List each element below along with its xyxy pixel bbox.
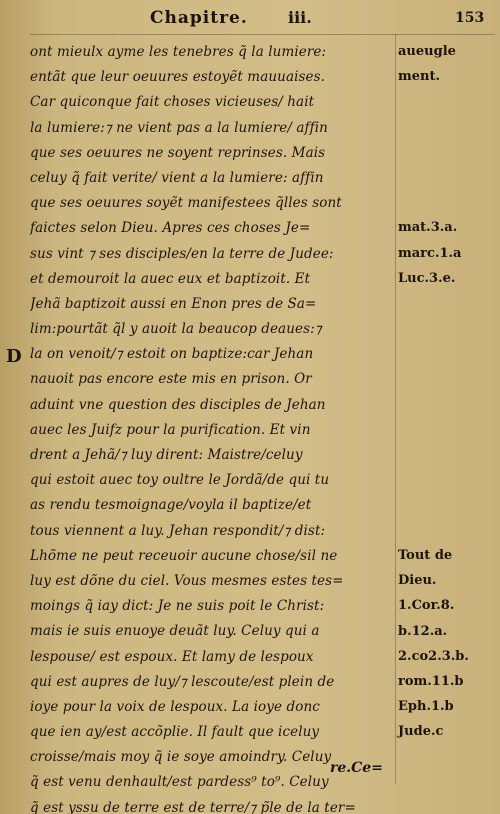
text-line: celuy q̃ fait verite/ vient a la lumiere: affin [30, 169, 324, 186]
text-line: Car quiconque fait choses vicieuses/ hait [30, 94, 315, 111]
margin-note: Jude.c [398, 724, 444, 740]
section-mark: D [6, 346, 22, 367]
text-line: as rendu tesmoignage/voyla il baptize/et [30, 497, 312, 514]
text-line: lespouse/ est espoux. Et lamy de lespoux [30, 648, 314, 665]
text-line: que ses oeuures soyẽt manifestees q̃lles sont [30, 195, 342, 212]
margin-note: 2.co2.3.b. [398, 648, 469, 664]
text-line: luy est dõne du ciel. Vous mesmes estes tes= [30, 572, 344, 589]
text-line: ont mieulx ayme les tenebres q̃ la lumiere: [30, 44, 327, 60]
margin-note: mat.3.a. [398, 220, 458, 236]
folio-number: 153 [455, 10, 485, 26]
margin-note: 1.Cor.8. [398, 598, 455, 614]
text-line: la lumiere:⁊ ne vient pas a la lumiere/ affin [30, 119, 328, 136]
text-line: qui est aupres de luy/⁊ lescoute/est plein de [30, 673, 335, 690]
text-line: entãt que leur oeuures estoyẽt mauuaises. [30, 69, 326, 86]
text-line: la on venoit/⁊ estoit on baptize:car Jehan [30, 346, 314, 363]
margin-note: Tout de [398, 548, 453, 563]
text-line: auec les Juifz pour la purification. Et vin [30, 421, 311, 438]
text-line: croisse/mais moy q̃ ie soye amoindry. Celuy [30, 749, 332, 766]
text-line: que ien ay/est accõplie. Il fault que iceluy [30, 724, 320, 741]
margin-note: Dieu. [398, 573, 437, 589]
text-line: qui estoit auec toy oultre le Jordã/de qui tu [30, 472, 330, 489]
margin-note: rom.11.b [398, 674, 464, 689]
text-line: drent a Jehã/⁊ luy dirent: Maistre/celuy [30, 447, 303, 463]
text-line: q̃ est yssu de terre est de terre/⁊ p̃le de la ter= [30, 799, 356, 814]
text-line: sus vint ⁊ ses disciples/en la terre de Judee: [30, 245, 334, 262]
chapter-number: iii. [288, 8, 312, 27]
margin-note: Eph.1.b [398, 699, 454, 715]
text-line: que ses oeuures ne soyent reprinses. Mais [30, 144, 326, 161]
catchword: re.Ce= [330, 760, 383, 776]
text-line: Jehã baptizoit aussi en Enon pres de Sa= [30, 295, 317, 312]
margin-note: Luc.3.e. [398, 270, 456, 286]
margin-note: ment. [398, 69, 441, 85]
text-line: nauoit pas encore este mis en prison. Or [30, 371, 312, 388]
text-line: lim:pourtãt q̃l y auoit la beaucop deaues:⁊ [30, 321, 322, 338]
text-line: tous viennent a luy. Jehan respondit/⁊ dist: [30, 522, 326, 539]
text-line: et demouroit la auec eux et baptizoit. Et [30, 270, 311, 287]
margin-note: aueugle [398, 44, 456, 59]
running-head: Chapitre. [150, 8, 248, 28]
header-rule [30, 34, 495, 35]
text-line: aduint vne question des disciples de Jehan [30, 396, 326, 413]
text-line: q̃ est venu denhault/est pardess⁹ to⁹. Celuy [30, 774, 329, 791]
text-line: ioye pour la voix de lespoux. La ioye donc [30, 698, 320, 715]
text-line: faictes selon Dieu. Apres ces choses Je= [30, 220, 311, 237]
margin-note: b.12.a. [398, 623, 448, 639]
margin-note: marc.1.a [398, 245, 462, 261]
page-header [0, 8, 500, 32]
text-line: Lhõme ne peut receuoir aucune chose/sil ne [30, 547, 338, 564]
text-line: moings q̃ iay dict: Je ne suis poit le Christ: [30, 598, 325, 615]
text-line: mais ie suis enuoye deuãt luy. Celuy qui a [30, 623, 320, 640]
main-text-column [30, 40, 400, 814]
